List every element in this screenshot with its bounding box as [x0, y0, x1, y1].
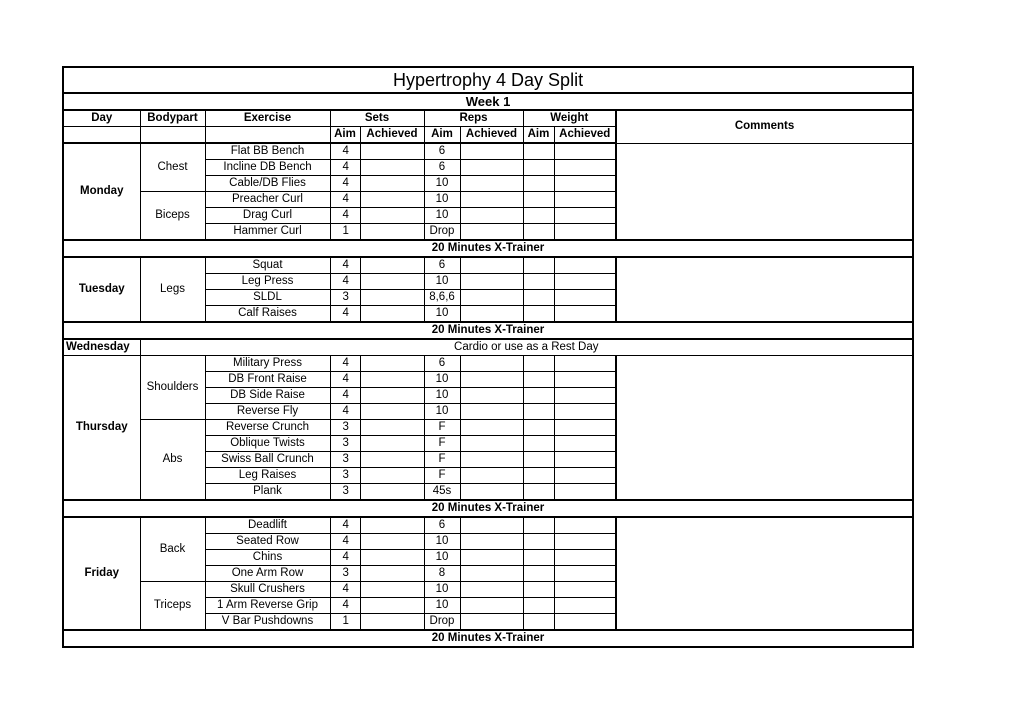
- reps-achieved-cell[interactable]: [460, 208, 523, 224]
- weight-achieved-cell[interactable]: [554, 143, 616, 160]
- weight-achieved-cell[interactable]: [554, 388, 616, 404]
- exercise-name: Leg Press: [205, 274, 330, 290]
- header-weight-achieved: Achieved: [554, 127, 616, 144]
- sets-achieved-cell[interactable]: [360, 598, 424, 614]
- reps-aim: 8,6,6: [424, 290, 460, 306]
- sets-aim: 3: [330, 290, 360, 306]
- sets-achieved-cell[interactable]: [360, 192, 424, 208]
- bodypart-label: Back: [140, 517, 205, 582]
- weight-aim-cell[interactable]: [523, 420, 554, 436]
- sets-achieved-cell[interactable]: [360, 404, 424, 420]
- sets-achieved-cell[interactable]: [360, 452, 424, 468]
- exercise-name: Military Press: [205, 356, 330, 372]
- weight-achieved-cell[interactable]: [554, 208, 616, 224]
- exercise-row: [63, 517, 913, 534]
- day-row-wednesday: [63, 339, 913, 356]
- reps-aim: 10: [424, 372, 460, 388]
- weight-achieved-cell[interactable]: [554, 420, 616, 436]
- exercise-name: Leg Raises: [205, 468, 330, 484]
- reps-aim: 10: [424, 208, 460, 224]
- sets-aim: 4: [330, 306, 360, 323]
- sets-achieved-cell[interactable]: [360, 582, 424, 598]
- sets-aim: 4: [330, 143, 360, 160]
- reps-aim: 10: [424, 598, 460, 614]
- reps-achieved-cell[interactable]: [460, 582, 523, 598]
- weight-aim-cell[interactable]: [523, 614, 554, 631]
- cardio-label: 20 Minutes X-Trainer: [63, 630, 913, 647]
- sets-aim: 1: [330, 614, 360, 631]
- header-sets-aim: Aim: [330, 127, 360, 144]
- header-spacer: [63, 127, 140, 144]
- day-label-tuesday: Tuesday: [63, 257, 140, 322]
- header-day: Day: [63, 110, 140, 127]
- reps-achieved-cell[interactable]: [460, 452, 523, 468]
- cardio-label: 20 Minutes X-Trainer: [63, 322, 913, 339]
- reps-achieved-cell[interactable]: [460, 257, 523, 274]
- sets-achieved-cell[interactable]: [360, 208, 424, 224]
- sets-aim: 4: [330, 598, 360, 614]
- reps-achieved-cell[interactable]: [460, 192, 523, 208]
- sets-achieved-cell[interactable]: [360, 306, 424, 323]
- reps-achieved-cell[interactable]: [460, 160, 523, 176]
- cardio-row: [63, 322, 913, 339]
- reps-aim: 10: [424, 582, 460, 598]
- weight-achieved-cell[interactable]: [554, 224, 616, 241]
- workout-sheet: [62, 66, 914, 648]
- sets-aim: 4: [330, 388, 360, 404]
- reps-achieved-cell[interactable]: [460, 306, 523, 323]
- weight-aim-cell[interactable]: [523, 290, 554, 306]
- cardio-row: [63, 240, 913, 257]
- reps-aim: 10: [424, 550, 460, 566]
- reps-achieved-cell[interactable]: [460, 356, 523, 372]
- weight-aim-cell[interactable]: [523, 484, 554, 501]
- weight-aim-cell[interactable]: [523, 517, 554, 534]
- weight-aim-cell[interactable]: [523, 208, 554, 224]
- sets-aim: 4: [330, 550, 360, 566]
- reps-aim: 6: [424, 257, 460, 274]
- exercise-name: 1 Arm Reverse Grip: [205, 598, 330, 614]
- cardio-row: [63, 500, 913, 517]
- reps-achieved-cell[interactable]: [460, 143, 523, 160]
- bodypart-label: Triceps: [140, 582, 205, 631]
- weight-aim-cell[interactable]: [523, 160, 554, 176]
- header-spacer: [140, 127, 205, 144]
- sets-achieved-cell[interactable]: [360, 468, 424, 484]
- exercise-name: Cable/DB Flies: [205, 176, 330, 192]
- weight-achieved-cell[interactable]: [554, 257, 616, 274]
- day-label-wednesday: Wednesday: [63, 339, 140, 356]
- reps-achieved-cell[interactable]: [460, 598, 523, 614]
- reps-aim: 45s: [424, 484, 460, 501]
- comments-cell[interactable]: [616, 257, 913, 322]
- sets-aim: 3: [330, 452, 360, 468]
- reps-achieved-cell[interactable]: [460, 274, 523, 290]
- sets-aim: 4: [330, 534, 360, 550]
- sets-achieved-cell[interactable]: [360, 290, 424, 306]
- reps-aim: 10: [424, 534, 460, 550]
- sheet-title: Hypertrophy 4 Day Split: [63, 67, 913, 93]
- weight-achieved-cell[interactable]: [554, 614, 616, 631]
- cardio-label: 20 Minutes X-Trainer: [63, 240, 913, 257]
- week-label: Week 1: [63, 93, 913, 110]
- exercise-name: Skull Crushers: [205, 582, 330, 598]
- reps-achieved-cell[interactable]: [460, 388, 523, 404]
- weight-achieved-cell[interactable]: [554, 566, 616, 582]
- header-reps-achieved: Achieved: [460, 127, 523, 144]
- day-note: Cardio or use as a Rest Day: [140, 339, 913, 356]
- sets-achieved-cell[interactable]: [360, 257, 424, 274]
- reps-achieved-cell[interactable]: [460, 290, 523, 306]
- header-weight: Weight: [523, 110, 616, 127]
- weight-achieved-cell[interactable]: [554, 176, 616, 192]
- reps-achieved-cell[interactable]: [460, 566, 523, 582]
- weight-achieved-cell[interactable]: [554, 404, 616, 420]
- sets-aim: 3: [330, 420, 360, 436]
- reps-achieved-cell[interactable]: [460, 614, 523, 631]
- exercise-name: Reverse Fly: [205, 404, 330, 420]
- sets-aim: 3: [330, 468, 360, 484]
- weight-aim-cell[interactable]: [523, 274, 554, 290]
- exercise-row: [63, 143, 913, 160]
- day-label-thursday: Thursday: [63, 356, 140, 501]
- sets-achieved-cell[interactable]: [360, 160, 424, 176]
- header-weight-aim: Aim: [523, 127, 554, 144]
- exercise-name: V Bar Pushdowns: [205, 614, 330, 631]
- exercise-name: Flat BB Bench: [205, 143, 330, 160]
- weight-achieved-cell[interactable]: [554, 598, 616, 614]
- weight-aim-cell[interactable]: [523, 143, 554, 160]
- reps-achieved-cell[interactable]: [460, 484, 523, 501]
- exercise-name: DB Front Raise: [205, 372, 330, 388]
- header-sets-achieved: Achieved: [360, 127, 424, 144]
- weight-aim-cell[interactable]: [523, 468, 554, 484]
- exercise-name: SLDL: [205, 290, 330, 306]
- weight-aim-cell[interactable]: [523, 598, 554, 614]
- weight-achieved-cell[interactable]: [554, 436, 616, 452]
- exercise-name: Plank: [205, 484, 330, 501]
- sets-aim: 3: [330, 484, 360, 501]
- exercise-name: Oblique Twists: [205, 436, 330, 452]
- reps-aim: F: [424, 420, 460, 436]
- cardio-label: 20 Minutes X-Trainer: [63, 500, 913, 517]
- exercise-row: [63, 257, 913, 274]
- exercise-name: Reverse Crunch: [205, 420, 330, 436]
- reps-aim: F: [424, 468, 460, 484]
- reps-aim: 8: [424, 566, 460, 582]
- day-label-friday: Friday: [63, 517, 140, 630]
- exercise-name: Hammer Curl: [205, 224, 330, 241]
- sets-aim: 4: [330, 257, 360, 274]
- weight-achieved-cell[interactable]: [554, 484, 616, 501]
- exercise-name: Swiss Ball Crunch: [205, 452, 330, 468]
- sets-aim: 4: [330, 208, 360, 224]
- reps-achieved-cell[interactable]: [460, 468, 523, 484]
- reps-achieved-cell[interactable]: [460, 176, 523, 192]
- weight-aim-cell[interactable]: [523, 306, 554, 323]
- exercise-name: Seated Row: [205, 534, 330, 550]
- cardio-row: [63, 630, 913, 647]
- reps-aim: 6: [424, 356, 460, 372]
- bodypart-label: Chest: [140, 143, 205, 192]
- weight-achieved-cell[interactable]: [554, 582, 616, 598]
- weight-achieved-cell[interactable]: [554, 356, 616, 372]
- reps-aim: 10: [424, 192, 460, 208]
- bodypart-label: Abs: [140, 420, 205, 501]
- sets-achieved-cell[interactable]: [360, 550, 424, 566]
- weight-achieved-cell[interactable]: [554, 274, 616, 290]
- sets-aim: 4: [330, 160, 360, 176]
- sets-aim: 4: [330, 192, 360, 208]
- weight-achieved-cell[interactable]: [554, 534, 616, 550]
- sets-achieved-cell[interactable]: [360, 484, 424, 501]
- sets-achieved-cell[interactable]: [360, 534, 424, 550]
- weight-achieved-cell[interactable]: [554, 290, 616, 306]
- reps-aim: 10: [424, 404, 460, 420]
- exercise-name: Incline DB Bench: [205, 160, 330, 176]
- comments-cell[interactable]: [616, 143, 913, 240]
- reps-achieved-cell[interactable]: [460, 404, 523, 420]
- sets-aim: 3: [330, 566, 360, 582]
- sets-achieved-cell[interactable]: [360, 517, 424, 534]
- reps-aim: 6: [424, 160, 460, 176]
- weight-achieved-cell[interactable]: [554, 550, 616, 566]
- weight-aim-cell[interactable]: [523, 388, 554, 404]
- sets-aim: 4: [330, 274, 360, 290]
- sets-aim: 4: [330, 372, 360, 388]
- header-bodypart: Bodypart: [140, 110, 205, 127]
- header-reps: Reps: [424, 110, 523, 127]
- bodypart-label: Shoulders: [140, 356, 205, 420]
- weight-achieved-cell[interactable]: [554, 517, 616, 534]
- exercise-name: Drag Curl: [205, 208, 330, 224]
- reps-aim: 6: [424, 517, 460, 534]
- comments-cell[interactable]: [616, 356, 913, 501]
- sets-aim: 4: [330, 582, 360, 598]
- reps-achieved-cell[interactable]: [460, 224, 523, 241]
- weight-aim-cell[interactable]: [523, 452, 554, 468]
- sets-aim: 4: [330, 356, 360, 372]
- exercise-name: Deadlift: [205, 517, 330, 534]
- reps-aim: F: [424, 436, 460, 452]
- bodypart-label: Legs: [140, 257, 205, 322]
- reps-achieved-cell[interactable]: [460, 550, 523, 566]
- weight-aim-cell[interactable]: [523, 257, 554, 274]
- reps-aim: 10: [424, 306, 460, 323]
- header-reps-aim: Aim: [424, 127, 460, 144]
- weight-aim-cell[interactable]: [523, 176, 554, 192]
- reps-aim: 10: [424, 274, 460, 290]
- exercise-name: Chins: [205, 550, 330, 566]
- weight-aim-cell[interactable]: [523, 550, 554, 566]
- sets-achieved-cell[interactable]: [360, 566, 424, 582]
- reps-aim: 10: [424, 388, 460, 404]
- bodypart-label: Biceps: [140, 192, 205, 241]
- reps-aim: Drop: [424, 614, 460, 631]
- reps-aim: 10: [424, 176, 460, 192]
- sets-achieved-cell[interactable]: [360, 274, 424, 290]
- weight-achieved-cell[interactable]: [554, 452, 616, 468]
- sets-aim: 4: [330, 517, 360, 534]
- reps-achieved-cell[interactable]: [460, 534, 523, 550]
- exercise-row: [63, 356, 913, 372]
- reps-aim: F: [424, 452, 460, 468]
- reps-achieved-cell[interactable]: [460, 517, 523, 534]
- sets-aim: 3: [330, 436, 360, 452]
- weight-achieved-cell[interactable]: [554, 306, 616, 323]
- sets-achieved-cell[interactable]: [360, 614, 424, 631]
- sets-aim: 1: [330, 224, 360, 241]
- comments-cell[interactable]: [616, 517, 913, 630]
- header-sets: Sets: [330, 110, 424, 127]
- exercise-name: DB Side Raise: [205, 388, 330, 404]
- weight-aim-cell[interactable]: [523, 192, 554, 208]
- sets-achieved-cell[interactable]: [360, 356, 424, 372]
- header-comments: Comments: [616, 110, 913, 143]
- header-exercise: Exercise: [205, 110, 330, 127]
- weight-aim-cell[interactable]: [523, 356, 554, 372]
- weight-aim-cell[interactable]: [523, 224, 554, 241]
- weight-aim-cell[interactable]: [523, 534, 554, 550]
- sets-achieved-cell[interactable]: [360, 143, 424, 160]
- day-label-monday: Monday: [63, 143, 140, 240]
- weight-achieved-cell[interactable]: [554, 192, 616, 208]
- exercise-name: Squat: [205, 257, 330, 274]
- weight-aim-cell[interactable]: [523, 372, 554, 388]
- reps-achieved-cell[interactable]: [460, 372, 523, 388]
- sets-aim: 4: [330, 404, 360, 420]
- weight-aim-cell[interactable]: [523, 404, 554, 420]
- sets-achieved-cell[interactable]: [360, 420, 424, 436]
- reps-achieved-cell[interactable]: [460, 436, 523, 452]
- weight-achieved-cell[interactable]: [554, 372, 616, 388]
- sets-achieved-cell[interactable]: [360, 372, 424, 388]
- weight-achieved-cell[interactable]: [554, 468, 616, 484]
- sets-aim: 4: [330, 176, 360, 192]
- reps-aim: 6: [424, 143, 460, 160]
- header-spacer: [205, 127, 330, 144]
- weight-aim-cell[interactable]: [523, 582, 554, 598]
- weight-achieved-cell[interactable]: [554, 160, 616, 176]
- sets-achieved-cell[interactable]: [360, 176, 424, 192]
- sets-achieved-cell[interactable]: [360, 388, 424, 404]
- exercise-name: Calf Raises: [205, 306, 330, 323]
- sets-achieved-cell[interactable]: [360, 224, 424, 241]
- sets-achieved-cell[interactable]: [360, 436, 424, 452]
- reps-achieved-cell[interactable]: [460, 420, 523, 436]
- weight-aim-cell[interactable]: [523, 566, 554, 582]
- weight-aim-cell[interactable]: [523, 436, 554, 452]
- exercise-name: Preacher Curl: [205, 192, 330, 208]
- exercise-name: One Arm Row: [205, 566, 330, 582]
- reps-aim: Drop: [424, 224, 460, 241]
